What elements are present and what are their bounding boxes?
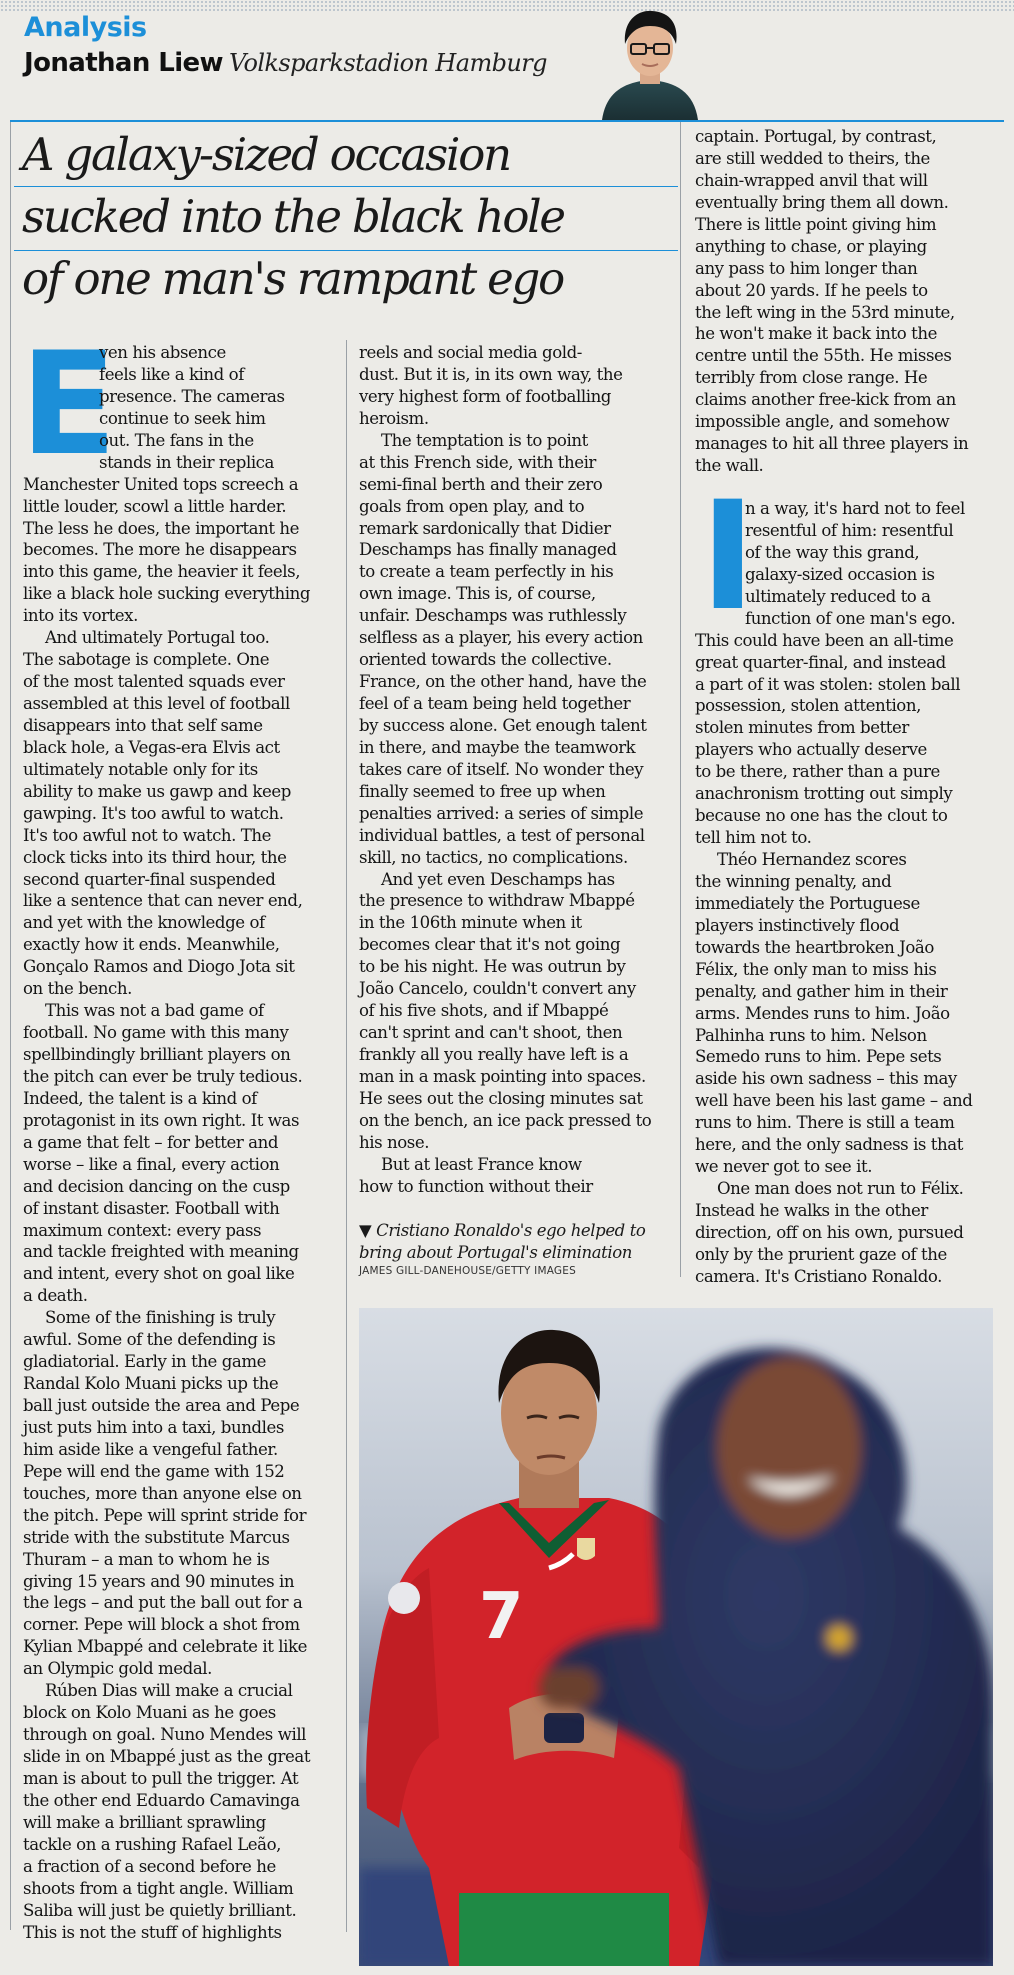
- body-line: One man does not run to Félix.: [717, 1179, 964, 1199]
- body-line: an Olympic gold medal.: [23, 1659, 212, 1679]
- body-line: This could have been an all-time: [695, 630, 954, 650]
- body-line: we never got to see it.: [695, 1157, 873, 1177]
- body-line: function of one man's ego.: [745, 608, 956, 628]
- body-line: It's too awful not to watch. The: [23, 825, 272, 845]
- body-line: gawping. It's too awful to watch.: [23, 803, 284, 823]
- body-line: on the bench, an ice pack pressed to: [359, 1110, 652, 1130]
- body-line: penalties arrived: a series of simple: [359, 803, 644, 823]
- body-line: and intent, every shot on goal like: [23, 1264, 295, 1284]
- body-line: There is little point giving him: [695, 214, 937, 234]
- body-line: of the most talented squads ever: [23, 672, 285, 692]
- body-line: Gonçalo Ramos and Diogo Jota sit: [23, 957, 295, 977]
- body-line: tell him not to.: [695, 828, 812, 848]
- article-column-3-bottom: [695, 498, 1005, 1288]
- body-line: at this French side, with their: [359, 452, 596, 472]
- body-line: ven his absence: [99, 343, 226, 362]
- body-line: captain. Portugal, by contrast,: [695, 127, 937, 146]
- body-line: Kylian Mbappé and celebrate it like: [23, 1637, 307, 1657]
- body-line: players instinctively flood: [695, 915, 900, 935]
- body-line: feels like a kind of: [99, 364, 244, 384]
- body-line: finally seemed to free up when: [359, 781, 606, 801]
- body-line: direction, off on his own, pursued: [695, 1222, 964, 1242]
- body-line: n a way, it's hard not to feel: [745, 499, 965, 518]
- body-line: about 20 yards. If he peels to: [695, 280, 928, 300]
- body-line: and decision dancing on the cusp: [23, 1176, 290, 1196]
- body-line: takes care of itself. No wonder they: [359, 759, 644, 779]
- body-line: presence. The cameras: [99, 386, 285, 406]
- body-line: Semedo runs to him. Pepe sets: [695, 1047, 942, 1067]
- body-line: block on Kolo Muani as he goes: [23, 1703, 276, 1723]
- body-line: in the 106th minute when it: [359, 913, 582, 933]
- body-line: Some of the finishing is truly: [45, 1308, 276, 1328]
- body-line: Palhinha runs to him. Nelson: [695, 1025, 927, 1045]
- body-line: worse – like a final, every action: [23, 1154, 280, 1174]
- body-line: reels and social media gold-: [359, 343, 582, 362]
- body-line: ultimately notable only for its: [23, 759, 258, 779]
- body-line: through on goal. Nuno Mendes will: [23, 1725, 307, 1745]
- body-line: ability to make us gawp and keep: [23, 781, 291, 801]
- body-line: Rúben Dias will make a crucial: [45, 1681, 293, 1701]
- body-line: can't sprint and can't shoot, then: [359, 1023, 623, 1043]
- column-rule-1: [346, 340, 347, 1932]
- left-border: [10, 122, 11, 1930]
- body-line: feel of a team being held together: [359, 694, 631, 713]
- body-line: to be there, rather than a pure: [695, 762, 940, 782]
- body-line: into its vortex.: [23, 606, 138, 626]
- body-line: like a sentence that can never end,: [23, 891, 303, 911]
- body-line: Instead he walks in the other: [695, 1201, 928, 1220]
- body-line: Félix, the only man to miss his: [695, 959, 937, 979]
- body-line: on the bench.: [23, 979, 132, 999]
- body-line: towards the heartbroken João: [695, 937, 934, 957]
- body-line: centre until the 55th. He misses: [695, 346, 952, 366]
- body-line: aside his own sadness – this may: [695, 1069, 957, 1089]
- body-line: a fraction of a second before he: [23, 1856, 276, 1876]
- body-line: to create a team perfectly in his: [359, 562, 614, 582]
- body-line: football. No game with this many: [23, 1023, 289, 1043]
- body-line: second quarter-final suspended: [23, 869, 276, 889]
- body-line: anachronism trotting out simply: [695, 784, 953, 804]
- body-line: resentful of him: resentful: [745, 520, 954, 540]
- body-line: maximum context: every pass: [23, 1220, 262, 1240]
- body-line: spellbindingly brilliant players on: [23, 1045, 291, 1064]
- body-line: little louder, scowl a little harder.: [23, 496, 287, 516]
- body-line: semi-final berth and their zero: [359, 474, 603, 494]
- body-line: will make a brilliant sprawling: [23, 1812, 266, 1832]
- body-line: runs to him. There is still a team: [695, 1113, 955, 1133]
- headline-line: A galaxy-sized occasion: [22, 128, 510, 181]
- body-line: into this game, the heavier it feels,: [23, 562, 301, 582]
- body-line: slide in on Mbappé just as the great: [23, 1747, 311, 1766]
- byline: [24, 48, 547, 78]
- body-line: He sees out the closing minutes sat: [359, 1088, 643, 1108]
- body-line: and tackle freighted with meaning: [23, 1242, 299, 1262]
- body-line: impossible angle, and somehow: [695, 412, 950, 432]
- body-line: the other end Eduardo Camavinga: [23, 1790, 300, 1810]
- body-line: ball just outside the area and Pepe: [23, 1396, 300, 1415]
- body-line: the wall.: [695, 456, 764, 476]
- body-line: bring about Portugal's elimination: [359, 1243, 633, 1262]
- header-rule: [10, 120, 1004, 122]
- column-rule-2: [680, 122, 681, 1277]
- body-line: and yet with the knowledge of: [23, 913, 265, 933]
- photo-credit: JAMES GILL-DANEHOUSE/GETTY IMAGES: [359, 1265, 576, 1277]
- body-line: claims another free-kick from an: [695, 390, 956, 410]
- body-line: anything to chase, or playing: [695, 236, 927, 256]
- body-line: This was not a bad game of: [45, 1001, 264, 1021]
- body-line: The less he does, the important he: [23, 518, 299, 538]
- body-line: unfair. Deschamps was ruthlessly: [359, 606, 627, 626]
- body-line: immediately the Portuguese: [695, 893, 920, 913]
- body-line: galaxy-sized occasion is: [745, 564, 935, 584]
- body-line: manages to hit all three players in: [695, 434, 969, 454]
- body-line: Randal Kolo Muani picks up the: [23, 1374, 279, 1394]
- body-line: in there, and maybe the teamwork: [359, 737, 636, 757]
- drop-cap: E: [20, 322, 118, 487]
- headline-line: of one man's rampant ego: [22, 252, 564, 305]
- author-portrait: [598, 4, 702, 120]
- body-line: the left wing in the 53rd minute,: [695, 302, 955, 322]
- body-line: Deschamps has finally managed: [359, 540, 617, 560]
- body-line: disappears into that self same: [23, 715, 263, 735]
- body-line: clock ticks into its third hour, the: [23, 847, 287, 867]
- body-line: touches, more than anyone else on: [23, 1483, 302, 1503]
- body-line: possession, stolen attention,: [695, 696, 921, 716]
- body-line: corner. Pepe will block a shot from: [23, 1615, 300, 1635]
- body-line: any pass to him longer than: [695, 258, 918, 278]
- body-line: very highest form of footballing: [359, 386, 611, 406]
- body-line: a game that felt – for better and: [23, 1132, 278, 1152]
- body-line: of the way this grand,: [745, 542, 920, 562]
- body-line: But at least France know: [381, 1154, 582, 1174]
- article-column-2: [359, 342, 677, 1198]
- body-line: skill, no tactics, no complications.: [359, 847, 628, 867]
- body-line: well have been his last game – and: [695, 1091, 973, 1111]
- photo-caption: [359, 1220, 679, 1264]
- body-line: goals from open play, and to: [359, 496, 585, 516]
- body-line: Théo Hernandez scores: [717, 850, 907, 869]
- body-line: man in a mask pointing into spaces.: [359, 1066, 646, 1086]
- body-line: giving 15 years and 90 minutes in: [23, 1571, 295, 1591]
- section-kicker: Analysis: [24, 12, 147, 43]
- body-line: chain-wrapped anvil that will: [695, 170, 928, 190]
- body-line: ultimately reduced to a: [745, 586, 931, 606]
- body-line: of instant disaster. Football with: [23, 1198, 280, 1218]
- body-line: players who actually deserve: [695, 740, 927, 760]
- body-line: he won't make it back into the: [695, 324, 937, 344]
- body-line: terribly from close range. He: [695, 368, 928, 388]
- body-line: The sabotage is complete. One: [23, 650, 270, 670]
- body-line: here, and the only sadness is that: [695, 1135, 963, 1155]
- body-line: becomes clear that it's not going: [359, 935, 621, 955]
- body-line: arms. Mendes runs to him. João: [695, 1003, 950, 1023]
- body-line: becomes. The more he disappears: [23, 540, 297, 560]
- body-line: great quarter-final, and instead: [695, 652, 946, 672]
- body-line: assembled at this level of football: [23, 694, 290, 713]
- location: Volksparkstadion Hamburg: [228, 49, 547, 77]
- body-line: dust. But it is, in its own way, the: [359, 364, 623, 384]
- shirt-number: 7: [479, 1580, 524, 1654]
- body-line: ▼ Cristiano Ronaldo's ego helped to: [359, 1221, 646, 1240]
- body-line: stride with the substitute Marcus: [23, 1527, 290, 1547]
- body-line: stands in their replica: [99, 452, 274, 472]
- author-name: Jonathan Liew: [24, 48, 223, 78]
- body-line: how to function without their: [359, 1176, 593, 1196]
- headline-line: sucked into the black hole: [22, 190, 564, 243]
- body-line: Pepe will end the game with 152: [23, 1461, 285, 1481]
- top-dot-strip: [0, 0, 1014, 12]
- body-line: penalty, and gather him in their: [695, 981, 948, 1001]
- body-line: camera. It's Cristiano Ronaldo.: [695, 1266, 942, 1286]
- body-line: The temptation is to point: [381, 430, 588, 450]
- body-line: heroism.: [359, 408, 429, 428]
- body-line: selfless as a player, his every action: [359, 628, 643, 648]
- body-line: Indeed, the talent is a kind of: [23, 1088, 257, 1108]
- body-line: a part of it was stolen: stolen ball: [695, 674, 961, 694]
- body-line: continue to seek him: [99, 408, 266, 428]
- body-line: gladiatorial. Early in the game: [23, 1352, 267, 1372]
- body-line: And ultimately Portugal too.: [45, 628, 270, 648]
- body-line: because no one has the clout to: [695, 806, 948, 826]
- body-line: oriented towards the collective.: [359, 650, 612, 670]
- body-line: out. The fans in the: [99, 430, 254, 450]
- body-line: only by the prurient gaze of the: [695, 1244, 947, 1264]
- body-line: Saliba will just be quietly brilliant.: [23, 1900, 297, 1920]
- body-line: like a black hole sucking everything: [23, 584, 310, 604]
- body-line: And yet even Deschamps has: [381, 869, 615, 889]
- body-line: remark sardonically that Didier: [359, 518, 611, 538]
- headline: [22, 124, 672, 310]
- body-line: stolen minutes from better: [695, 718, 909, 738]
- drop-cap: I: [700, 470, 756, 644]
- match-photo: [359, 1308, 993, 1966]
- body-line: Manchester United tops screech a: [23, 474, 299, 494]
- body-line: France, on the other hand, have the: [359, 672, 647, 692]
- body-line: shoots from a tight angle. William: [23, 1878, 294, 1898]
- body-line: frankly all you really have left is a: [359, 1045, 629, 1064]
- body-line: awful. Some of the defending is: [23, 1330, 276, 1350]
- article-column-3-top: [695, 126, 1005, 477]
- body-line: own image. This is, of course,: [359, 584, 596, 604]
- body-line: are still wedded to theirs, the: [695, 148, 930, 168]
- body-line: just puts him into a taxi, bundles: [23, 1417, 284, 1437]
- body-line: protagonist in its own right. It was: [23, 1110, 300, 1130]
- body-line: the presence to withdraw Mbappé: [359, 891, 635, 911]
- body-line: exactly how it ends. Meanwhile,: [23, 935, 280, 955]
- body-line: individual battles, a test of personal: [359, 825, 645, 845]
- body-line: to be his night. He was outrun by: [359, 957, 626, 977]
- body-line: the pitch can ever be truly tedious.: [23, 1066, 303, 1086]
- body-line: him aside like a vengeful father.: [23, 1439, 278, 1459]
- article-column-1: [23, 342, 341, 1943]
- body-line: a death.: [23, 1286, 88, 1306]
- body-line: man is about to pull the trigger. At: [23, 1768, 299, 1788]
- body-line: of his five shots, and if Mbappé: [359, 1001, 609, 1021]
- body-line: the pitch. Pepe will sprint stride for: [23, 1505, 307, 1525]
- body-line: his nose.: [359, 1132, 430, 1152]
- body-line: João Cancelo, couldn't convert any: [359, 979, 636, 999]
- body-line: eventually bring them all down.: [695, 192, 949, 212]
- body-line: black hole, a Vegas-era Elvis act: [23, 737, 280, 757]
- body-line: the legs – and put the ball out for a: [23, 1593, 303, 1613]
- body-line: Thuram – a man to whom he is: [23, 1549, 270, 1569]
- body-line: by success alone. Get enough talent: [359, 715, 647, 735]
- body-line: the winning penalty, and: [695, 871, 892, 891]
- body-line: This is not the stuff of highlights: [23, 1922, 282, 1942]
- body-line: tackle on a rushing Rafael Leão,: [23, 1834, 281, 1854]
